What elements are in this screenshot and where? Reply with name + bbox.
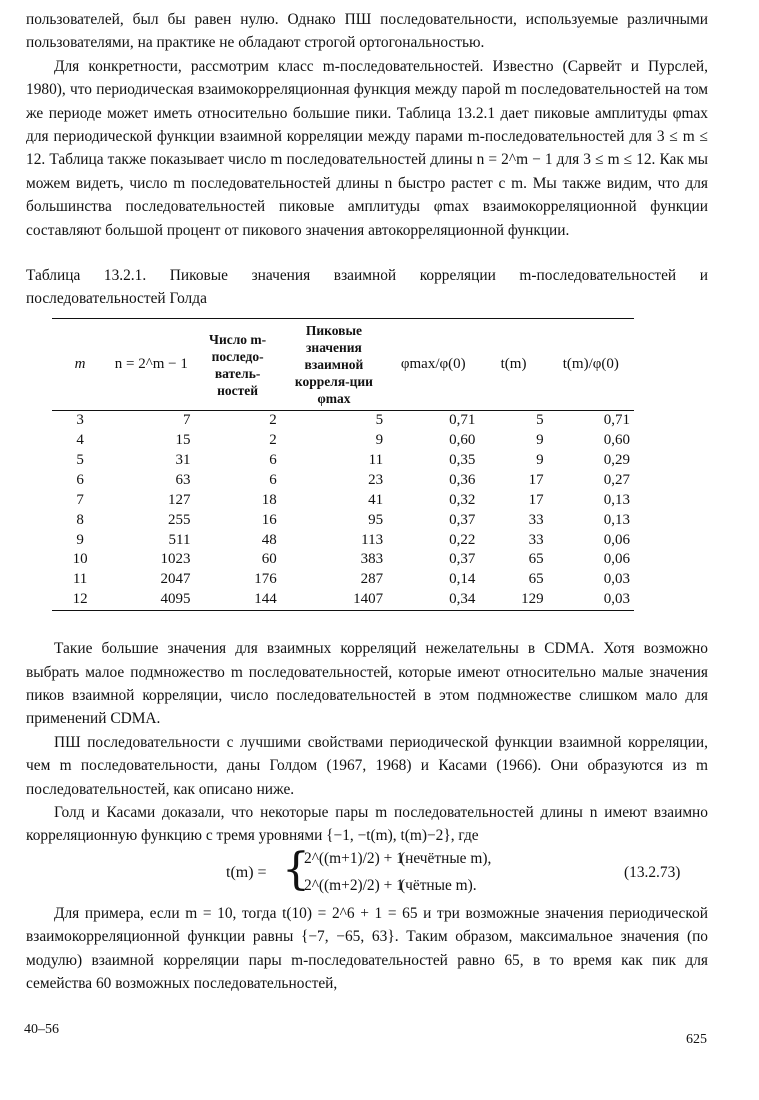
table-cell: 5 xyxy=(76,451,84,468)
table-cell: 2047 xyxy=(160,571,191,588)
table-cell: 383 xyxy=(360,551,384,568)
table-caption: Таблица 13.2.1. Пиковые значения взаимной корреляции m-последовательностей и последовательностей Голда xyxy=(26,267,708,308)
table-cell: 11 xyxy=(72,571,88,588)
table-cell: 0,32 xyxy=(449,491,476,508)
table-row xyxy=(52,471,634,491)
table-cell: 17 xyxy=(528,491,544,508)
table-cell: 9 xyxy=(536,451,544,468)
table-cell: 4095 xyxy=(108,590,194,610)
table-row xyxy=(52,451,634,471)
table-body xyxy=(52,411,634,611)
table-cell: 65 xyxy=(528,551,544,568)
table-cell: 5 xyxy=(375,412,384,429)
table-cell: 33 xyxy=(528,531,544,548)
table-cell: 23 xyxy=(368,471,384,488)
table-row xyxy=(52,570,634,590)
table-cell: 41 xyxy=(368,491,384,508)
table-cell: 4 xyxy=(76,431,84,448)
table-cell: 255 xyxy=(167,511,191,528)
table-cell: 10 xyxy=(72,551,88,568)
table-cell: 0,37 xyxy=(449,551,476,568)
table-cell: 0,60 xyxy=(449,431,476,448)
table-cell: 0,60 xyxy=(603,431,630,448)
table-row xyxy=(52,550,634,570)
table-header-row xyxy=(52,319,634,411)
table-cell: 2 xyxy=(269,412,277,429)
paragraph-5: Голд и Касами доказали, что некоторые пары m последовательностей длины n имеют взаимно корреляционную функцию с тремя уровнями {−1, −t(m), t(m)−2}, где xyxy=(26,803,708,845)
table-cell: 0,06 xyxy=(603,531,630,548)
footer-code: 40–56 xyxy=(24,1022,59,1037)
table-cell: 18 xyxy=(261,491,277,508)
correlation-table xyxy=(52,318,634,611)
table-cell: 8 xyxy=(76,511,84,528)
table-cell: 17 xyxy=(528,471,544,488)
table-cell: 0,34 xyxy=(387,590,479,610)
table-cell: 63 xyxy=(175,471,191,488)
table-cell: 11 xyxy=(368,451,384,468)
table-cell: 15 xyxy=(175,431,191,448)
equation-13-2-73 xyxy=(26,843,708,902)
table-cell: 0,06 xyxy=(603,551,630,568)
table-header-cell: n = 2^m − 1 xyxy=(108,319,194,411)
table-cell: 2 xyxy=(269,431,277,448)
table-cell: 9 xyxy=(76,531,84,548)
table-header-cell: Число m-последо-ватель-ностей xyxy=(194,319,280,411)
table-cell: 144 xyxy=(194,590,280,610)
table-cell: 3 xyxy=(76,412,84,429)
table-cell: 16 xyxy=(261,511,277,528)
table-cell: 9 xyxy=(375,431,384,448)
table-cell: 48 xyxy=(261,531,277,548)
table-cell: 511 xyxy=(168,531,191,548)
table-header-cell: φmax/φ(0) xyxy=(387,319,479,411)
paragraph-1: пользователей, был бы равен нулю. Однако ПШ последовательности, используемые различными пользователями, на практике не обладают строгой ортогональностью. xyxy=(26,11,708,52)
table-cell: 0,37 xyxy=(449,511,476,528)
table-cell: 0,03 xyxy=(603,571,630,588)
paragraph-2: Для конкретности, рассмотрим класс m-последовательностей. Известно (Сарвейт и Пурслей, 1980), что периодическая взаимокорреляционная функция между парой m последовательностей на том же периоде может иметь относительно большие пики. Таблица 13.2.1 дает пиковые амплитуды φmax для периодической функции взаимной корреляции между парами m-последовательностей для 3 ≤ m ≤ 12. Таблица также показывает число m последовательностей длины n = 2^m − 1 для 3 ≤ m ≤ 12. Как мы можем видеть, число m последовательностей длины n быстро растет с m. Мы также видим, что для большинства последовательностей пиковые амплитуды φmax взаимокорреляционной функции составляют большой процент от пикового значения автокорреляционной функции. xyxy=(26,57,708,239)
table-header-cell: m xyxy=(52,319,108,411)
equation-number: (13.2.73) xyxy=(624,863,681,881)
equation-lhs: t(m) = xyxy=(226,863,267,881)
table-cell: 7 xyxy=(76,491,84,508)
table-cell: 0,14 xyxy=(449,571,476,588)
table-cell: 0,71 xyxy=(603,412,630,429)
table-cell: 287 xyxy=(360,571,384,588)
table-row xyxy=(52,590,634,610)
table-cell: 129 xyxy=(479,590,547,610)
table-row xyxy=(52,511,634,531)
table-cell: 6 xyxy=(269,471,277,488)
document-page xyxy=(26,8,708,995)
table-cell: 6 xyxy=(76,471,84,488)
paragraph-6: Для примера, если m = 10, тогда t(10) = 2^6 + 1 = 65 и три возможные значения периодической взаимокорреляционной функции равны {−7, −65, 63}. Таким образом, максимальное значения (по модулю) взаимной корреляции пары m-последовательностей равно 65, в то время как пик для семейства 60 возможных последовательностей, xyxy=(26,904,708,992)
table-cell: 65 xyxy=(528,571,544,588)
table-cell: 127 xyxy=(167,491,191,508)
table-cell: 31 xyxy=(175,451,191,468)
table-cell: 0,35 xyxy=(449,451,476,468)
table-header-cell: Пиковые значения взаимной корреля-ции φmax xyxy=(281,319,387,411)
table-row xyxy=(52,491,634,511)
table-cell: 176 xyxy=(254,571,277,588)
table-cell: 5 xyxy=(536,412,544,429)
table-row xyxy=(52,431,634,451)
table-header-cell: t(m) xyxy=(479,319,547,411)
equation-case-odd-value: 2^((m+1)/2) + 1 xyxy=(304,849,404,867)
table-header-cell: t(m)/φ(0) xyxy=(548,319,634,411)
table-cell: 0,36 xyxy=(449,471,476,488)
table-cell: 7 xyxy=(182,412,191,429)
table-cell: 0,13 xyxy=(603,491,630,508)
table-cell: 1407 xyxy=(281,590,387,610)
paragraph-3: Такие большие значения для взаимных корреляций нежелательны в CDMA. Хотя возможно выбрать малое подмножество m последовательностей, которые имеют относительно малые значения пиков взаимной корреляции, число последовательностей в этом подмножестве слишком мало для применений CDMA. xyxy=(26,640,708,728)
paragraph-4: ПШ последовательности с лучшими свойствами периодической функции взаимной корреляции, чем m последовательности, даны Голдом (1967, 1968) и Касами (1966). Они образуются из m последовательностей, как описано ниже. xyxy=(26,733,708,798)
table-cell: 0,27 xyxy=(603,471,630,488)
page-number: 625 xyxy=(686,1032,707,1047)
table-cell: 9 xyxy=(536,431,544,448)
table-cell: 12 xyxy=(52,590,108,610)
table-cell: 95 xyxy=(368,511,384,528)
equation-case-odd-condition: (нечётные m), xyxy=(400,849,492,867)
table-cell: 0,22 xyxy=(449,531,476,548)
table-cell: 0,13 xyxy=(603,511,630,528)
table-cell: 0,03 xyxy=(548,590,634,610)
table-cell: 1023 xyxy=(160,551,191,568)
table-cell: 113 xyxy=(361,531,384,548)
table-cell: 33 xyxy=(528,511,544,528)
equation-case-even-condition: (чётные m). xyxy=(400,876,477,894)
table-cell: 6 xyxy=(269,451,277,468)
table-cell: 0,71 xyxy=(449,412,476,429)
table-cell: 60 xyxy=(261,551,277,568)
table-cell: 0,29 xyxy=(603,451,630,468)
equation-case-even-value: 2^((m+2)/2) + 1 xyxy=(304,876,404,894)
table-row xyxy=(52,411,634,431)
table-row xyxy=(52,531,634,551)
equation-brace: { xyxy=(282,843,310,895)
